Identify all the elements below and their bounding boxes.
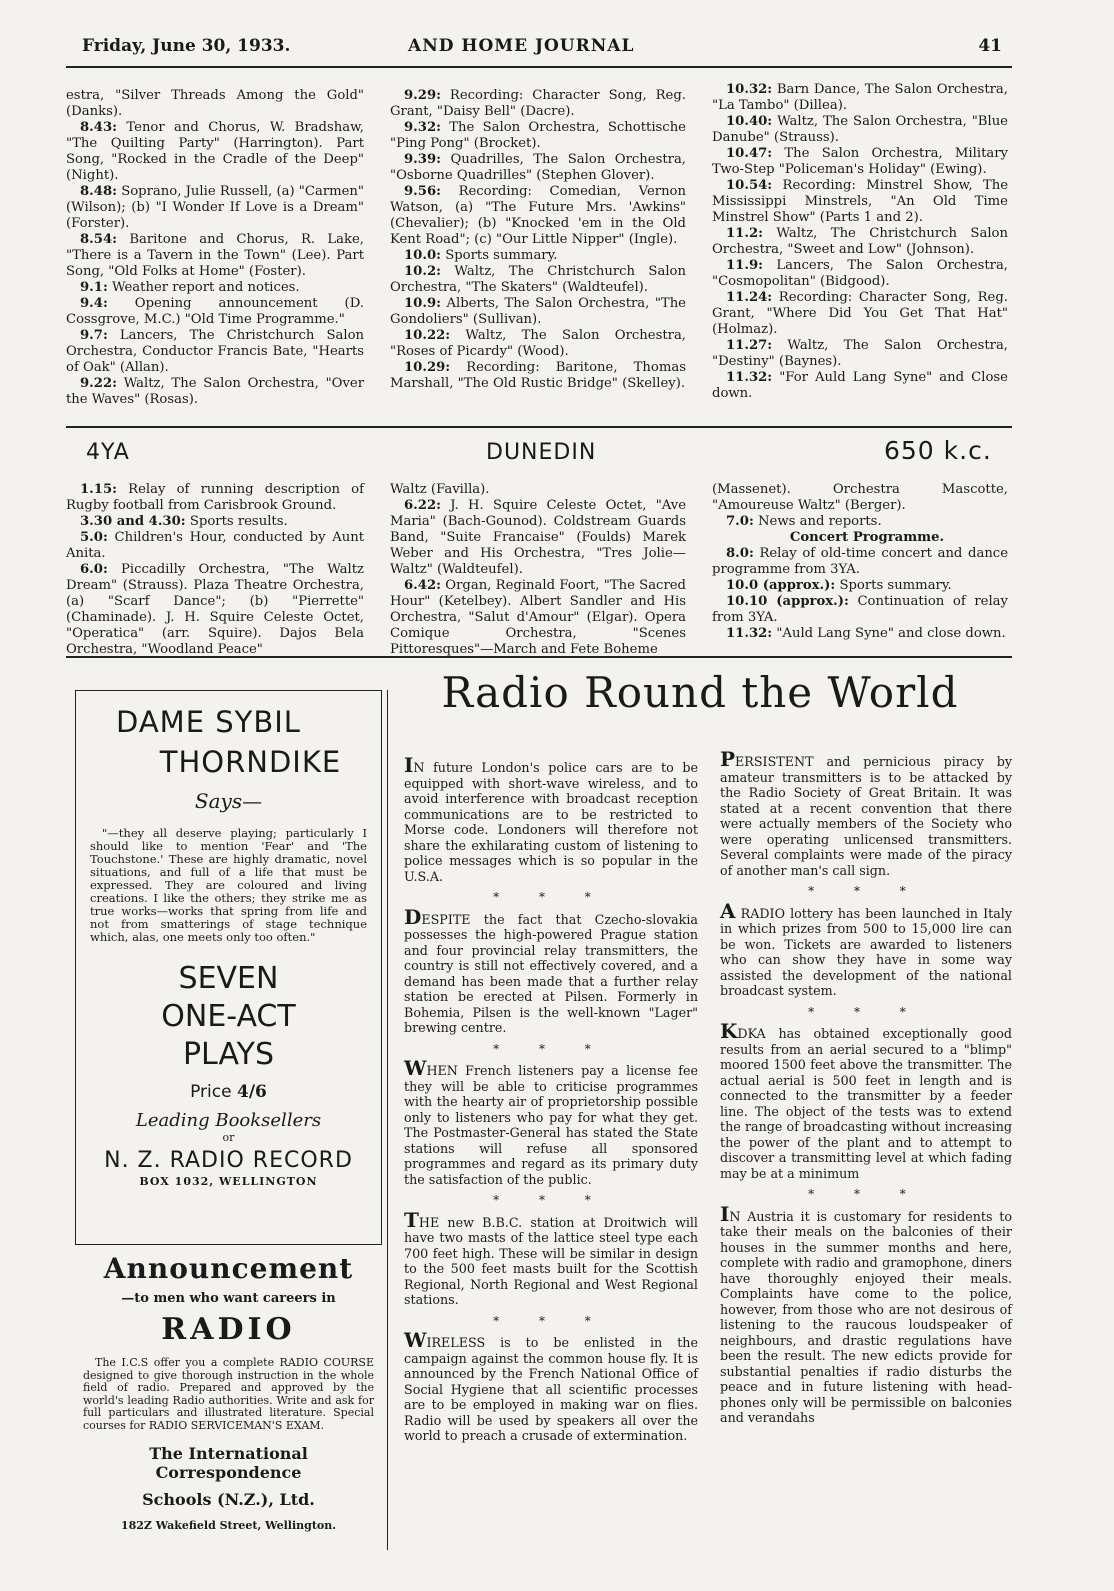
article-text: N future London's police cars are to be equipped with short-wave wireless, and to avoid interference with broadcast reception communications are to be restricted to Morse code. Londoners will therefore not share the exhilarating custom of listening to police messages which is so popular in the U.S.A.: [404, 760, 698, 884]
article-text: N Austria it is customary for residents to take their meals on the balconies of their houses in the summer months and here, complete with radio and gramophone, diners have thoroughly enjoyed their meals. Complaints have come to the police, however, from those who are not desirous of listening to the raucous loudspeaker of neighbours, and drastic regulations have been the result. The new edicts provide for substantial penalties if radio disturbs the peace and in future listening with head-phones only will be permissible on balconies and verandahs: [720, 1208, 1012, 1425]
listing-entry: 10.29: Recording: Baritone, Thomas Marshall, "The Old Rustic Bridge" (Skelley).: [390, 360, 686, 391]
listing-column-3: [712, 82, 1008, 402]
ad-price: [76, 1082, 381, 1102]
listing-entry: 1.15: Relay of running description of Rugby football from Carisbrook Ground.: [66, 482, 364, 513]
drop-cap: W: [404, 1328, 427, 1352]
ad-book-title-1: SEVEN: [178, 961, 279, 996]
section-rule: [66, 426, 1012, 428]
article-title: Radio Round the World: [441, 668, 959, 717]
dunedin-column-1: [66, 482, 364, 658]
ics-ad: [75, 1252, 382, 1532]
listing-entry: 7.0: News and reports.: [726, 514, 882, 529]
drop-cap: I: [404, 753, 414, 777]
separator-stars: * * *: [808, 1004, 924, 1019]
listing-entry: 10.54: Recording: Minstrel Show, The Mississippi Minstrels, "An Old Time Minstrel Show" (Parts 1 and 2).: [712, 178, 1008, 225]
listing-entry: 10.0 (approx.): Sports summary.: [726, 578, 952, 593]
listing-entry: 11.27: Waltz, The Salon Orchestra, "Destiny" (Baynes).: [712, 338, 1008, 369]
article-item: [404, 1207, 698, 1308]
drop-cap: T: [404, 1207, 419, 1232]
article-item: [404, 1056, 698, 1187]
ad-publisher: N. Z. RADIO RECORD: [104, 1148, 353, 1173]
thorndike-ad: [75, 690, 382, 1245]
ad-sellers: Leading Booksellers: [135, 1110, 322, 1131]
listing-entry: 9.32: The Salon Orchestra, Schottische "Ping Pong" (Brocket).: [390, 120, 686, 151]
drop-cap: D: [404, 904, 422, 929]
ad-price-label: Price: [190, 1082, 232, 1102]
dunedin-column-3: [712, 482, 1008, 642]
station-call: 4YA: [86, 440, 130, 465]
listing-entry: 8.0: Relay of old-time concert and dance programme from 3YA.: [712, 546, 1008, 577]
station-frequency: 650 k.c.: [884, 436, 992, 465]
separator-stars: * * *: [808, 1187, 924, 1201]
listing-entry: 8.43: Tenor and Chorus, W. Bradshaw, "The Quilting Party" (Harrington). Part Song, "Rocked in the Cradle of the Deep" (Night).: [66, 120, 364, 183]
drop-cap: W: [404, 1056, 427, 1080]
listing-entry: 11.9: Lancers, The Salon Orchestra, "Cosmopolitan" (Bidgood).: [712, 258, 1008, 289]
listing-entry: 11.2: Waltz, The Christchurch Salon Orchestra, "Sweet and Low" (Johnson).: [712, 226, 1008, 257]
ics-address: 182Z Wakefield Street, Wellington.: [120, 1519, 337, 1532]
listing-entry: 10.9: Alberts, The Salon Orchestra, "The Gondoliers" (Sullivan).: [390, 296, 686, 327]
listing-entry: Concert Programme.: [789, 530, 945, 545]
drop-cap: I: [720, 1201, 730, 1226]
listing-entry: 10.22: Waltz, The Salon Orchestra, "Roses of Picardy" (Wood).: [390, 328, 686, 359]
article-text: IRELESS is to be enlisted in the campaign against the common house fly. It is announced by the French National Office of Social Hygiene that all scientific processes are to be employed in making war on flies. Radio will be used by speakers all over the world to preach a crusade of extermination.: [404, 1335, 698, 1443]
listing-entry: 9.1: Weather report and notices.: [80, 280, 300, 295]
ad-quote: "—they all deserve playing; particularly I should like to mention 'Fear' and 'The Touchstone.' These are highly dramatic, novel situations, and full of a life that must be expressed. They are coloured and living creations. I like the others; they strike me as true works—works that spring from life and not from smatterings of stage technique which, alas, one meets only too often.": [90, 826, 367, 944]
page-number: 41: [978, 36, 1002, 56]
article-text: ESPITE the fact that Czecho-slovakia possesses the high-powered Prague station and four provincial relay transmitters, the country is still not effectively covered, and a demand has been made that a further relay station be erected at Pilsen. Formerly in Bohemia, Pilsen is the well-known "Lager" brewing centre.: [404, 911, 698, 1035]
listing-entry: 10.2: Waltz, The Christchurch Salon Orchestra, "The Skaters" (Waldteufel).: [390, 264, 686, 295]
separator-stars: * * *: [493, 1193, 609, 1207]
separator-stars: * * *: [808, 884, 924, 898]
drop-cap: P: [720, 747, 736, 771]
article-text: HE new B.B.C. station at Droitwich will have two masts of the lattice steel type each 700 feet high. These will be similar in design to the 500 feet masts built for the Scottish Regional, North Regional and West Regional stations.: [404, 1214, 698, 1307]
ad-price-value: 4/6: [237, 1082, 267, 1102]
listing-entry: 9.29: Recording: Character Song, Reg. Grant, "Daisy Bell" (Dacre).: [390, 88, 686, 119]
ad-book-title-3: PLAYS: [182, 1037, 275, 1072]
listing-entry: 11.32: "For Auld Lang Syne" and Close down.: [712, 370, 1008, 401]
article-item: [720, 898, 1012, 999]
ad-says: Says—: [194, 789, 263, 813]
ics-subtitle: —to men who want careers in: [121, 1291, 336, 1306]
article-column-1: [404, 753, 698, 1450]
article-item: [404, 1328, 698, 1444]
article-text: ERSISTENT and pernicious piracy by amateur transmitters is to be attacked by the Radio Society of Great Britain. It was stated at a recent convention that there were actually members of the Society who were operating unlicensed transmitters. Several complaints were made of the piracy of another man's call sign.: [720, 754, 1012, 878]
dunedin-column-2: [390, 482, 686, 658]
ics-title: Announcement: [103, 1252, 354, 1285]
ics-company-2: Schools (N.Z.), Ltd.: [142, 1490, 315, 1509]
page-header: [82, 36, 1012, 66]
listing-entry: 3.30 and 4.30: Sports results.: [80, 514, 288, 529]
article-item: [720, 1201, 1012, 1426]
drop-cap: A: [720, 898, 736, 923]
listing-entry: 10.32: Barn Dance, The Salon Orchestra, "La Tambo" (Dillea).: [712, 82, 1008, 113]
article-item: [720, 1019, 1012, 1181]
listing-entry: 10.40: Waltz, The Salon Orchestra, "Blue Danube" (Strauss).: [712, 114, 1008, 145]
header-date: Friday, June 30, 1933.: [82, 36, 291, 56]
ics-headline: RADIO: [161, 1312, 296, 1347]
drop-cap: K: [720, 1019, 738, 1043]
listing-entry: 5.0: Children's Hour, conducted by Aunt Anita.: [66, 530, 364, 561]
separator-stars: * * *: [493, 1313, 609, 1328]
listing-entry: 9.22: Waltz, The Salon Orchestra, "Over the Waves" (Rosas).: [66, 376, 364, 407]
listing-column-2: [390, 88, 686, 392]
ad-name-line1: DAME SYBIL: [116, 705, 301, 739]
separator-stars: * * *: [493, 890, 609, 904]
listing-entry: 9.56: Recording: Comedian, Vernon Watson, (a) "The Future Mrs. 'Awkins" (Chevalier); (b) "Knocked 'em in the Old Kent Road"; (c) "Our Little Nipper" (Ingle).: [390, 184, 686, 247]
header-rule: [66, 66, 1012, 68]
article-text: HEN French listeners pay a license fee they will be able to criticise programmes with the hearty air of proprietorship possible only to listeners who pay for what they get. The Postmaster-General has stated the State stations will refuse all sponsored programmes and regard as its primary duty the satisfaction of the public.: [404, 1063, 698, 1187]
station-city: DUNEDIN: [486, 440, 597, 465]
ics-body: The I.C.S offer you a complete RADIO COURSE designed to give thorough instruction in the whole field of radio. Prepared and approved by the world's leading Radio authorities. Write and ask for full particulars and illustrated literature. Special courses for RADIO SERVICEMAN'S EXAM.: [83, 1356, 374, 1432]
article-text: RADIO lottery has been launched in Italy in which prizes from 500 to 15,000 lire can be won. Tickets are awarded to listeners who can show they have in some way assisted the development of the national broadcast system.: [720, 905, 1012, 998]
listing-entry: 11.24: Recording: Character Song, Reg. Grant, "Where Did You Get That Hat" (Holmaz).: [712, 290, 1008, 337]
listing-entry: 8.54: Baritone and Chorus, R. Lake, "There is a Tavern in the Town" (Lee). Part Song, "Old Folks at Home" (Foster).: [66, 232, 364, 279]
listing-entry: 9.39: Quadrilles, The Salon Orchestra, "Osborne Quadrilles" (Stephen Glover).: [390, 152, 686, 183]
listing-entry: 9.4: Opening announcement (D. Cossgrove, M.C.) "Old Time Programme.": [66, 296, 364, 327]
listing-entry: (Massenet). Orchestra Mascotte, "Amoureuse Waltz" (Berger).: [712, 482, 1008, 513]
article-item: [404, 904, 698, 1036]
listing-entry: 6.22: J. H. Squire Celeste Octet, "Ave Maria" (Bach-Gounod). Coldstream Guards Band, "Suite Francaise" (Foulds) Marek Weber and His Orchestra, "Tres Jolie—Waltz" (Waldteufel).: [390, 498, 686, 577]
listing-entry: estra, "Silver Threads Among the Gold" (Danks).: [66, 88, 364, 119]
listing-entry: 10.10 (approx.): Continuation of relay from 3YA.: [712, 594, 1008, 625]
listing-entry: 11.32: "Auld Lang Syne" and close down.: [726, 626, 1006, 641]
article-item: [404, 753, 698, 884]
listing-entry: 9.7: Lancers, The Christchurch Salon Orchestra, Conductor Francis Bate, "Hearts of Oak" (Allan).: [66, 328, 364, 375]
listing-entry: 10.47: The Salon Orchestra, Military Two-Step "Policeman's Holiday" (Ewing).: [712, 146, 1008, 177]
ics-company-1: The International Correspondence: [149, 1444, 308, 1482]
article-item: [720, 747, 1012, 878]
column-divider: [387, 690, 388, 1550]
ad-address: BOX 1032, WELLINGTON: [139, 1175, 318, 1188]
ad-book-title-2: ONE-ACT: [161, 999, 296, 1034]
section-rule-2: [66, 656, 1012, 658]
listing-entry: 6.0: Piccadilly Orchestra, "The Waltz Dream" (Strauss). Plaza Theatre Orchestra, (a) "Scarf Dance"; (b) "Pierrette" (Chaminade). J. H. Squire Celeste Octet, "Operatica" (arr. Squire). Dajos Bela Orchestra, "Woodland Peace": [66, 562, 364, 657]
listing-entry: Waltz (Favilla).: [390, 482, 490, 497]
listing-entry: 10.0: Sports summary.: [404, 248, 558, 263]
ad-name-line2: THORNDIKE: [159, 745, 342, 779]
article-text: DKA has obtained exceptionally good results from an aerial secured to a "blimp" moored 1500 feet above the transmitter. The actual aerial is 500 feet in length and is connected to the transmitter by a feeder line. The object of the tests was to extend the range of broadcasting without increasing the power of the plant and to attempt to discover a transmitting level at which fading may be at a minimum: [720, 1026, 1012, 1181]
ad-or: or: [222, 1131, 235, 1144]
listing-column-1: [66, 88, 364, 408]
header-title: AND HOME JOURNAL: [408, 36, 635, 56]
listing-entry: 8.48: Soprano, Julie Russell, (a) "Carmen" (Wilson); (b) "I Wonder If Love is a Dream" (Forster).: [66, 184, 364, 231]
article-column-2: [720, 747, 1012, 1432]
listing-entry: 6.42: Organ, Reginald Foort, "The Sacred Hour" (Ketelbey). Albert Sandler and His Orchestra, "Salut d'Amour" (Elgar). Opera Comique Orchestra, "Scenes Pittoresques"—March and Fete Boheme: [390, 578, 686, 657]
separator-stars: * * *: [493, 1041, 609, 1056]
